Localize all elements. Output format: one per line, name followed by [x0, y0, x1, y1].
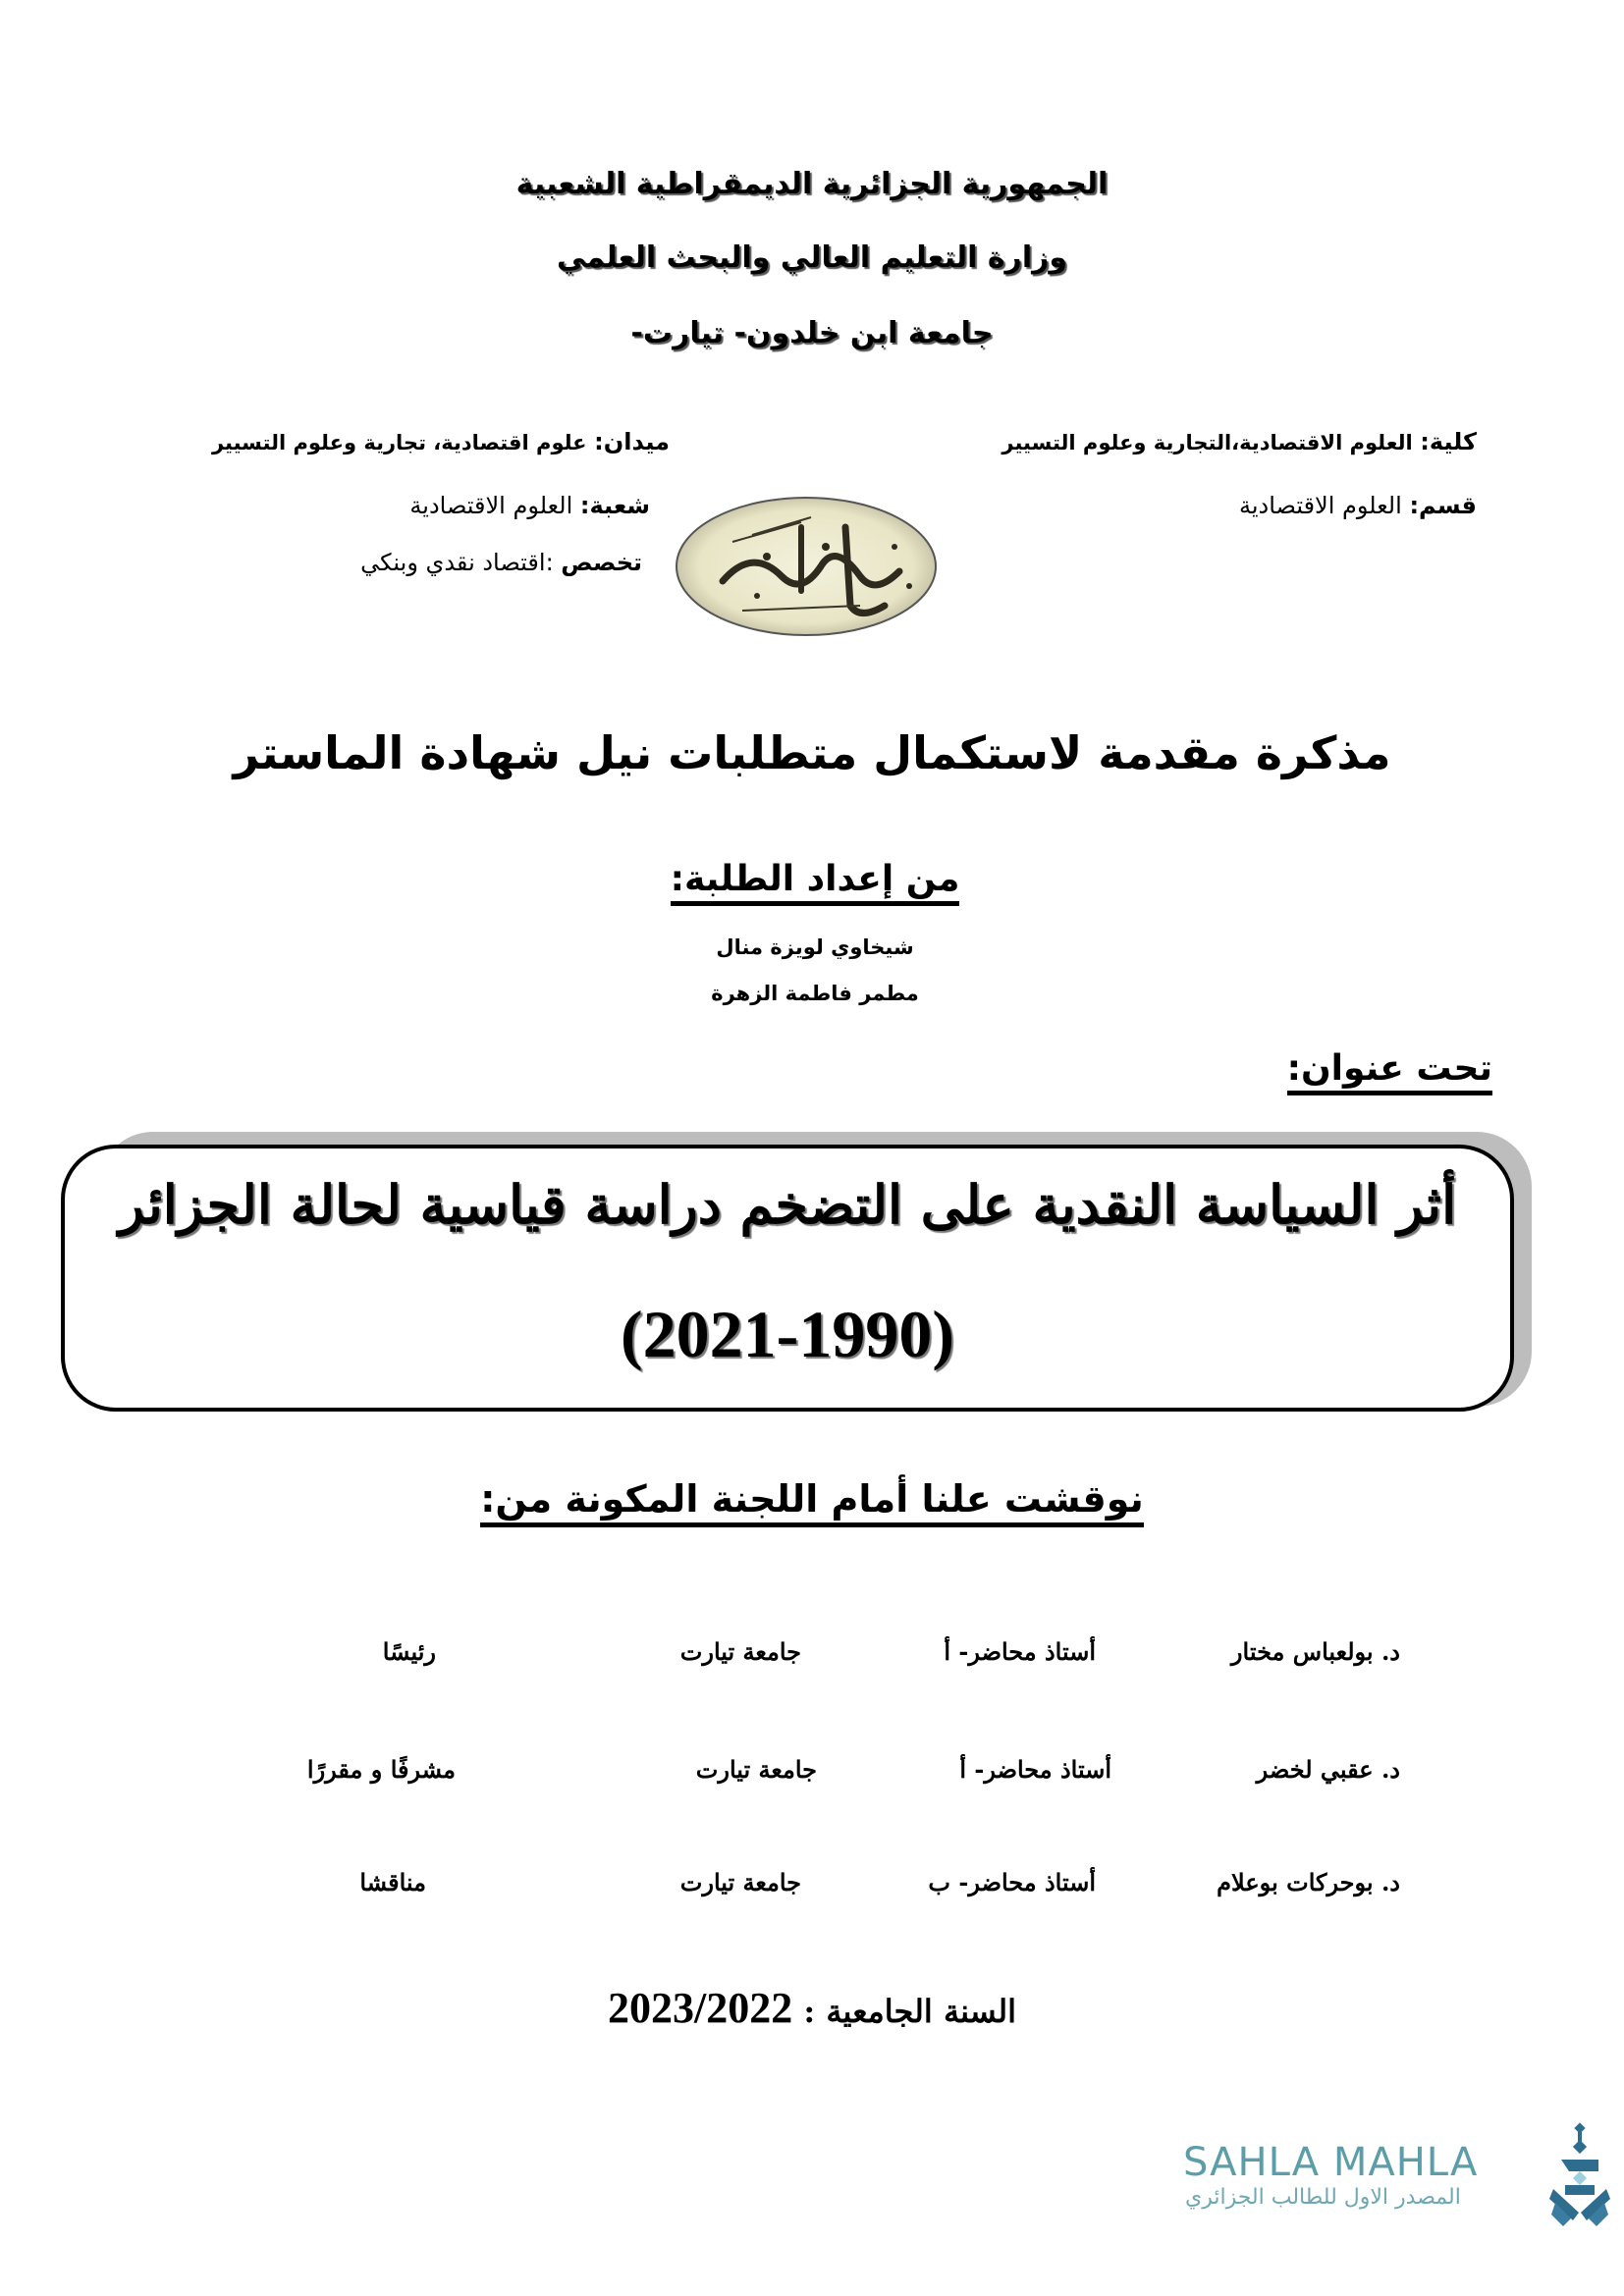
branch-line — [409, 486, 650, 525]
member-name: د. بوحركات بوعلام — [1217, 1868, 1400, 1896]
committee-member-row — [0, 1755, 1624, 1804]
member-role: مناقشا — [359, 1868, 426, 1896]
brand-name: SAHLA MAHLA — [1183, 2140, 1479, 2185]
member-name: د. بولعباس مختار — [1230, 1637, 1400, 1666]
students-heading: من إعداد الطلبة: — [668, 859, 962, 899]
thesis-title: أثر السياسة النقدية على التضخم دراسة قياسية لحالة الجزائر — [118, 1173, 1457, 1236]
faculty-line — [1001, 422, 1477, 462]
student-name: مطمر فاطمة الزهرة — [711, 982, 919, 1005]
faculty-label: كلية: — [1420, 428, 1477, 455]
brand-tagline: المصدر الاول للطالب الجزائري — [1185, 2185, 1461, 2210]
specialty-label: تخصص — [561, 549, 642, 576]
field-value: علوم اقتصادية، تجارية وعلوم التسيير — [211, 431, 587, 454]
committee-member-row — [0, 1868, 1624, 1917]
sahla-mahla-logo-icon — [1549, 2122, 1610, 2230]
member-rank: أستاذ محاضر- أ — [944, 1637, 1096, 1666]
field-label: ميدان: — [594, 428, 670, 455]
university-seal-icon — [664, 488, 948, 643]
academic-year — [0, 1983, 1624, 2033]
branch-value: العلوم الاقتصادية — [409, 492, 573, 519]
member-role: رئيسًا — [382, 1637, 436, 1666]
ministry-name: وزارة التعليم العالي والبحث العلمي — [556, 240, 1068, 275]
member-name: د. عقبي لخضر — [1256, 1755, 1400, 1784]
thesis-period: (2021-1990) — [621, 1297, 954, 1371]
member-university: جامعة تيارت — [695, 1755, 817, 1784]
member-rank: أستاذ محاضر- أ — [959, 1755, 1111, 1784]
student-name: شيخاوي لويزة منال — [716, 935, 914, 959]
memo-title: مذكرة مقدمة لاستكمال متطلبات نيل شهادة الماستر — [233, 726, 1391, 779]
university-name: جامعة ابن خلدون- تيارت- — [630, 316, 994, 350]
department-label: قسم: — [1409, 492, 1477, 519]
member-role: مشرفًا و مقررًا — [306, 1755, 456, 1784]
committee-heading: نوقشت علنا أمام اللجنة المكونة من: — [0, 1477, 1624, 1521]
member-university: جامعة تيارت — [679, 1637, 801, 1666]
branch-label: شعبة: — [579, 492, 650, 519]
department-line — [1239, 486, 1477, 525]
member-rank: أستاذ محاضر- ب — [928, 1868, 1096, 1896]
sahla-mahla-watermark — [1183, 2140, 1576, 2218]
academic-year-value: 2023/2022 — [608, 1984, 793, 2032]
under-title-label: تحت عنوان: — [1237, 1048, 1492, 1089]
member-university: جامعة تيارت — [679, 1868, 801, 1896]
specialty-value: :اقتصاد نقدي وبنكي — [360, 549, 554, 576]
committee-member-row — [0, 1637, 1624, 1686]
field-line — [212, 422, 670, 462]
republic-name: الجمهورية الجزائرية الديمقراطية الشعبية — [515, 167, 1109, 201]
department-value: العلوم الاقتصادية — [1238, 492, 1402, 519]
faculty-value: العلوم الاقتصادية،التجارية وعلوم التسيير — [1001, 431, 1413, 454]
specialty-line — [360, 543, 642, 582]
academic-year-label: السنة الجامعية : — [803, 1993, 1016, 2030]
